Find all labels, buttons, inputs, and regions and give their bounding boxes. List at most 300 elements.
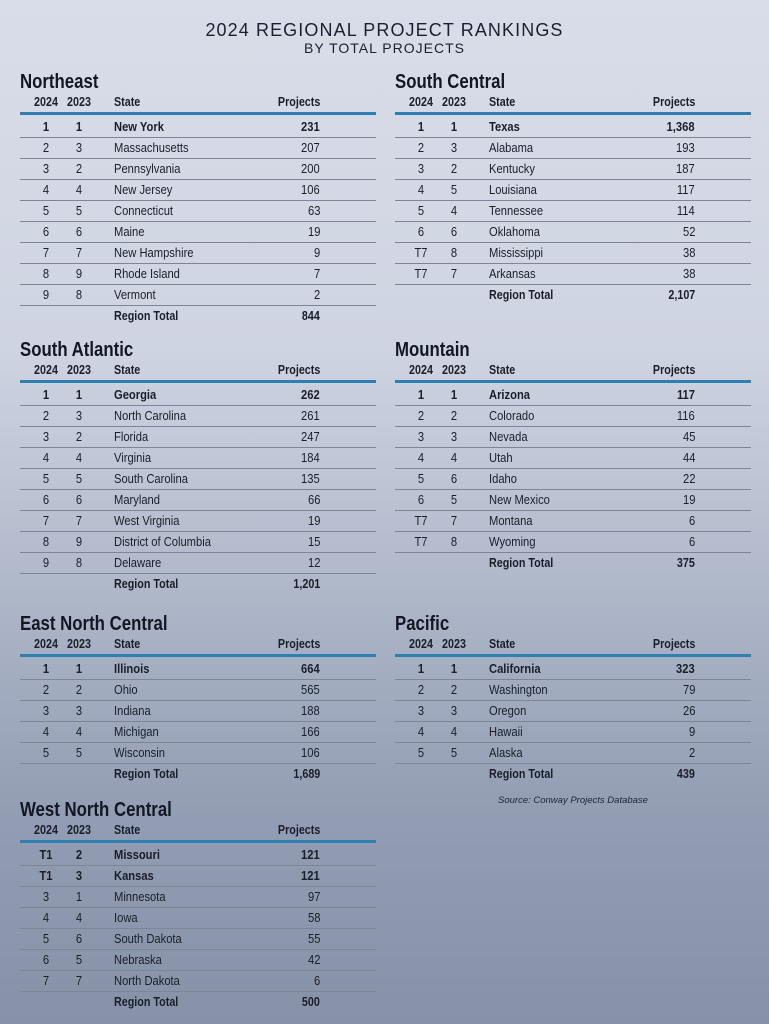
rank-2023: 2 — [75, 847, 83, 862]
header-projects: Projects — [277, 363, 320, 377]
table-row — [20, 553, 376, 574]
state-name: South Dakota — [114, 931, 182, 946]
state-name: Florida — [114, 429, 149, 444]
rank-2023: 5 — [75, 471, 83, 486]
table-row — [20, 743, 376, 764]
state-name: Minnesota — [114, 889, 166, 904]
rank-2024: 6 — [42, 952, 50, 967]
project-count: 63 — [307, 203, 320, 218]
rank-2024: 8 — [42, 534, 50, 549]
page-title: 2024 REGIONAL PROJECT RANKINGS — [205, 20, 564, 40]
table-row — [395, 680, 751, 701]
rank-2023: 3 — [75, 140, 83, 155]
region-name: South Central — [395, 71, 506, 93]
state-name: North Dakota — [114, 973, 180, 988]
rank-2023: 1 — [450, 387, 458, 402]
project-count: 42 — [307, 952, 320, 967]
rank-2024: 2 — [42, 682, 50, 697]
header-projects: Projects — [652, 95, 695, 109]
rank-2023: 4 — [75, 450, 83, 465]
table-row — [395, 532, 751, 553]
rank-2024: 4 — [42, 910, 50, 925]
rank-2024: T1 — [39, 847, 53, 862]
state-name: Tennessee — [489, 203, 544, 218]
rank-2024: 3 — [417, 429, 425, 444]
region-total-value: 439 — [677, 767, 695, 781]
rank-2023: 4 — [450, 450, 458, 465]
rank-2024: 5 — [417, 203, 425, 218]
rank-2023: 4 — [75, 724, 83, 739]
state-name: Maine — [114, 224, 145, 239]
project-count: 66 — [307, 492, 320, 507]
table-row — [395, 243, 751, 264]
region-total-row — [20, 306, 376, 326]
table-row — [395, 201, 751, 222]
state-name: Colorado — [489, 408, 535, 423]
project-count: 188 — [301, 703, 320, 718]
rank-2024: T7 — [414, 534, 428, 549]
project-count: 6 — [313, 973, 320, 988]
rank-2023: 2 — [75, 682, 83, 697]
project-count: 565 — [301, 682, 320, 697]
state-name: Texas — [489, 119, 520, 134]
state-name: Kansas — [114, 868, 154, 883]
rank-2024: 5 — [42, 745, 50, 760]
rank-2024: 3 — [42, 161, 50, 176]
project-count: 26 — [682, 703, 695, 718]
rank-2023: 2 — [75, 429, 83, 444]
region-total-row — [395, 285, 751, 305]
state-name: Vermont — [114, 287, 156, 302]
rank-2024: 1 — [42, 661, 50, 676]
table-header — [395, 634, 751, 657]
project-count: 9 — [688, 724, 695, 739]
table-row — [20, 385, 376, 406]
header-projects: Projects — [652, 363, 695, 377]
state-name: Washington — [489, 682, 548, 697]
rank-2024: 3 — [417, 161, 425, 176]
rank-2023: 2 — [450, 682, 458, 697]
state-name: Arizona — [489, 387, 530, 402]
table-header — [20, 360, 376, 383]
rank-2024: 7 — [42, 245, 50, 260]
header-state: State — [114, 95, 141, 109]
project-count: 184 — [301, 450, 320, 465]
state-name: Connecticut — [114, 203, 174, 218]
table-row — [395, 427, 751, 448]
table-row — [395, 511, 751, 532]
project-count: 19 — [307, 224, 320, 239]
state-name: New Jersey — [114, 182, 173, 197]
header-2024: 2024 — [34, 95, 58, 109]
rank-2023: 8 — [75, 287, 83, 302]
rank-2024: 4 — [417, 182, 425, 197]
rank-2023: 6 — [75, 931, 83, 946]
table-row — [20, 243, 376, 264]
state-name: Louisiana — [489, 182, 537, 197]
rank-2023: 1 — [75, 661, 83, 676]
state-name: Oregon — [489, 703, 527, 718]
project-count: 2 — [688, 745, 695, 760]
rank-2023: 4 — [450, 724, 458, 739]
header-2023: 2023 — [67, 95, 91, 109]
rank-2024: 1 — [417, 387, 425, 402]
header-2024: 2024 — [34, 637, 58, 651]
region-mountain — [395, 338, 751, 573]
table-header — [20, 820, 376, 843]
project-count: 193 — [676, 140, 695, 155]
region-total-label: Region Total — [489, 288, 554, 302]
region-total-label: Region Total — [489, 556, 554, 570]
state-name: California — [489, 661, 541, 676]
state-name: Wisconsin — [114, 745, 165, 760]
rank-2023: 8 — [450, 245, 458, 260]
rank-2023: 2 — [450, 408, 458, 423]
project-count: 44 — [682, 450, 695, 465]
header-2024: 2024 — [34, 363, 58, 377]
project-count: 19 — [307, 513, 320, 528]
header-2023: 2023 — [67, 823, 91, 837]
rank-2024: T7 — [414, 266, 428, 281]
table-row — [20, 406, 376, 427]
header-projects: Projects — [652, 637, 695, 651]
rank-2023: 5 — [450, 492, 458, 507]
state-name: New Hampshire — [114, 245, 194, 260]
state-name: Maryland — [114, 492, 160, 507]
state-name: Delaware — [114, 555, 162, 570]
rank-2024: 3 — [42, 703, 50, 718]
project-count: 166 — [301, 724, 320, 739]
region-south-central — [395, 70, 751, 305]
table-row — [395, 406, 751, 427]
rank-2023: 1 — [450, 119, 458, 134]
rank-2024: 5 — [417, 471, 425, 486]
rank-2023: 6 — [75, 492, 83, 507]
state-name: South Carolina — [114, 471, 188, 486]
header-state: State — [114, 637, 141, 651]
region-northeast — [20, 70, 376, 326]
state-name: Pennsylvania — [114, 161, 181, 176]
table-header — [20, 634, 376, 657]
project-count: 664 — [301, 661, 320, 676]
header-2024: 2024 — [409, 637, 433, 651]
header-2023: 2023 — [442, 95, 466, 109]
region-west-north-central — [20, 798, 376, 1012]
state-name: Missouri — [114, 847, 160, 862]
rank-2024: 4 — [417, 724, 425, 739]
rank-2024: 3 — [417, 703, 425, 718]
rank-2023: 5 — [450, 745, 458, 760]
table-row — [20, 680, 376, 701]
project-count: 200 — [301, 161, 320, 176]
rank-2024: 7 — [42, 513, 50, 528]
rank-2023: 7 — [450, 513, 458, 528]
project-count: 79 — [682, 682, 695, 697]
project-count: 97 — [307, 889, 320, 904]
rank-2024: 6 — [417, 492, 425, 507]
project-count: 207 — [301, 140, 320, 155]
project-count: 7 — [313, 266, 320, 281]
table-row — [20, 180, 376, 201]
rank-2024: 4 — [42, 450, 50, 465]
rank-2023: 2 — [75, 161, 83, 176]
state-name: Idaho — [489, 471, 517, 486]
header-projects: Projects — [277, 637, 320, 651]
table-row — [395, 448, 751, 469]
table-row — [20, 866, 376, 887]
rank-2024: 1 — [417, 119, 425, 134]
table-row — [395, 469, 751, 490]
rank-2023: 5 — [450, 182, 458, 197]
rank-2024: T7 — [414, 245, 428, 260]
rank-2024: 2 — [417, 682, 425, 697]
region-name: Northeast — [20, 71, 99, 93]
state-name: Illinois — [114, 661, 150, 676]
region-east-north-central — [20, 612, 376, 784]
project-count: 45 — [682, 429, 695, 444]
rank-2023: 3 — [450, 703, 458, 718]
rank-2024: 6 — [417, 224, 425, 239]
rank-2024: 2 — [42, 140, 50, 155]
project-count: 116 — [677, 408, 695, 423]
table-row — [395, 490, 751, 511]
rank-2024: 3 — [42, 429, 50, 444]
state-name: Utah — [489, 450, 513, 465]
table-row — [20, 908, 376, 929]
project-count: 106 — [301, 182, 320, 197]
project-count: 2 — [313, 287, 320, 302]
state-name: Kentucky — [489, 161, 535, 176]
rank-2023: 6 — [75, 224, 83, 239]
table-row — [20, 264, 376, 285]
header-projects: Projects — [277, 823, 320, 837]
project-count: 106 — [301, 745, 320, 760]
rank-2024: 3 — [42, 889, 50, 904]
rank-2024: 9 — [42, 287, 50, 302]
rank-2023: 7 — [75, 973, 83, 988]
state-name: Oklahoma — [489, 224, 540, 239]
rank-2023: 1 — [75, 387, 83, 402]
region-south-atlantic — [20, 338, 376, 594]
region-name: East North Central — [20, 613, 168, 635]
state-name: Virginia — [114, 450, 152, 465]
rank-2023: 3 — [75, 703, 83, 718]
table-row — [20, 448, 376, 469]
rank-2023: 5 — [75, 745, 83, 760]
table-row — [395, 659, 751, 680]
project-count: 19 — [682, 492, 695, 507]
table-row — [20, 201, 376, 222]
header-state: State — [489, 637, 516, 651]
rank-2023: 8 — [450, 534, 458, 549]
table-row — [20, 950, 376, 971]
table-row — [20, 427, 376, 448]
state-name: New York — [114, 119, 164, 134]
table-row — [20, 971, 376, 992]
state-name: Indiana — [114, 703, 151, 718]
rank-2023: 1 — [450, 661, 458, 676]
rank-2024: 7 — [42, 973, 50, 988]
state-name: Arkansas — [489, 266, 536, 281]
header-projects: Projects — [277, 95, 320, 109]
rank-2024: 4 — [42, 182, 50, 197]
rank-2024: 4 — [42, 724, 50, 739]
project-count: 22 — [682, 471, 695, 486]
rank-2024: 6 — [42, 224, 50, 239]
table-row — [395, 138, 751, 159]
header-2023: 2023 — [67, 363, 91, 377]
rank-2023: 3 — [450, 140, 458, 155]
project-count: 58 — [307, 910, 320, 925]
state-name: Iowa — [114, 910, 138, 925]
table-row — [395, 159, 751, 180]
table-row — [20, 845, 376, 866]
table-row — [395, 264, 751, 285]
rank-2023: 1 — [75, 889, 83, 904]
region-total-row — [395, 764, 751, 784]
project-count: 6 — [688, 534, 695, 549]
rank-2024: 4 — [417, 450, 425, 465]
table-row — [20, 469, 376, 490]
project-count: 135 — [301, 471, 320, 486]
project-count: 114 — [677, 203, 695, 218]
project-count: 55 — [307, 931, 320, 946]
rank-2024: 5 — [417, 745, 425, 760]
state-name: Alabama — [489, 140, 534, 155]
rank-2023: 9 — [75, 266, 83, 281]
table-row — [20, 722, 376, 743]
source-note: Source: Conway Projects Database — [498, 795, 648, 806]
project-count: 121 — [301, 868, 320, 883]
project-count: 12 — [307, 555, 320, 570]
table-row — [20, 117, 376, 138]
state-name: Wyoming — [489, 534, 536, 549]
header-state: State — [114, 823, 141, 837]
table-row — [20, 285, 376, 306]
table-row — [395, 743, 751, 764]
page-subtitle: BY TOTAL PROJECTS — [304, 40, 465, 56]
region-total-value: 844 — [302, 309, 320, 323]
table-row — [395, 180, 751, 201]
table-header — [20, 92, 376, 115]
header-state: State — [489, 95, 516, 109]
state-name: North Carolina — [114, 408, 187, 423]
region-total-row — [20, 992, 376, 1012]
region-total-row — [395, 553, 751, 573]
table-row — [20, 511, 376, 532]
header-2024: 2024 — [409, 363, 433, 377]
region-total-label: Region Total — [114, 577, 179, 591]
region-total-label: Region Total — [114, 309, 179, 323]
rank-2023: 3 — [75, 868, 83, 883]
state-name: Michigan — [114, 724, 159, 739]
state-name: Montana — [489, 513, 533, 528]
table-row — [395, 222, 751, 243]
state-name: Ohio — [114, 682, 138, 697]
region-name: South Atlantic — [20, 339, 134, 361]
rank-2024: 9 — [42, 555, 50, 570]
rank-2024: 1 — [42, 119, 50, 134]
rank-2023: 6 — [450, 471, 458, 486]
table-row — [20, 887, 376, 908]
region-total-value: 500 — [302, 995, 320, 1009]
region-total-label: Region Total — [489, 767, 554, 781]
rank-2023: 7 — [75, 513, 83, 528]
header-2023: 2023 — [442, 637, 466, 651]
state-name: Hawaii — [489, 724, 523, 739]
project-count: 121 — [301, 847, 320, 862]
region-pacific — [395, 612, 751, 784]
region-name: Mountain — [395, 339, 470, 361]
state-name: Nebraska — [114, 952, 162, 967]
project-count: 231 — [301, 119, 320, 134]
header-2024: 2024 — [34, 823, 58, 837]
rank-2023: 8 — [75, 555, 83, 570]
rank-2024: 2 — [42, 408, 50, 423]
project-count: 15 — [307, 534, 320, 549]
header-2024: 2024 — [409, 95, 433, 109]
rank-2023: 4 — [75, 910, 83, 925]
region-total-value: 1,201 — [293, 577, 320, 591]
table-row — [20, 929, 376, 950]
rank-2024: 6 — [42, 492, 50, 507]
rank-2024: 5 — [42, 203, 50, 218]
region-total-value: 2,107 — [668, 288, 695, 302]
rank-2024: 5 — [42, 471, 50, 486]
project-count: 117 — [677, 182, 695, 197]
table-row — [20, 701, 376, 722]
table-row — [20, 138, 376, 159]
rank-2023: 2 — [450, 161, 458, 176]
state-name: Mississippi — [489, 245, 544, 260]
region-total-label: Region Total — [114, 995, 179, 1009]
project-count: 187 — [676, 161, 695, 176]
region-total-row — [20, 764, 376, 784]
project-count: 117 — [676, 387, 695, 402]
rank-2024: 8 — [42, 266, 50, 281]
state-name: Alaska — [489, 745, 523, 760]
project-count: 38 — [682, 245, 695, 260]
rank-2023: 5 — [75, 203, 83, 218]
region-name: West North Central — [20, 799, 172, 821]
rank-2023: 3 — [75, 408, 83, 423]
table-row — [395, 722, 751, 743]
project-count: 6 — [688, 513, 695, 528]
rank-2024: 2 — [417, 408, 425, 423]
project-count: 9 — [313, 245, 320, 260]
header-state: State — [114, 363, 141, 377]
rank-2024: 5 — [42, 931, 50, 946]
table-row — [20, 159, 376, 180]
header-state: State — [489, 363, 516, 377]
rank-2023: 4 — [450, 203, 458, 218]
table-row — [395, 701, 751, 722]
project-count: 323 — [676, 661, 695, 676]
table-row — [20, 490, 376, 511]
rank-2023: 9 — [75, 534, 83, 549]
state-name: Nevada — [489, 429, 528, 444]
rank-2024: T7 — [414, 513, 428, 528]
region-total-row — [20, 574, 376, 594]
rank-2023: 7 — [75, 245, 83, 260]
table-row — [20, 659, 376, 680]
rank-2023: 5 — [75, 952, 83, 967]
table-header — [395, 360, 751, 383]
rank-2024: 2 — [417, 140, 425, 155]
table-row — [20, 222, 376, 243]
project-count: 1,368 — [667, 119, 695, 134]
rank-2023: 3 — [450, 429, 458, 444]
